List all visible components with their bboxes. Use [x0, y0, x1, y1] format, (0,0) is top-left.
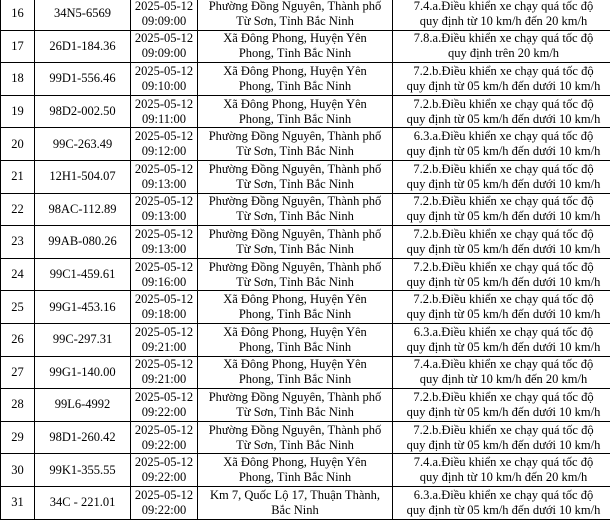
violation-line-2: quy định trên 20 km/h [447, 46, 560, 61]
table-body [1, 0, 610, 519]
table-row [1, 291, 610, 324]
violation-description [393, 356, 610, 389]
table-row [1, 63, 610, 96]
violation-line-1: 6.3.a.Điều khiển xe chạy quá tốc độ [413, 487, 594, 502]
violation-date: 2025-05-12 [134, 129, 194, 144]
violation-line-2: quy định từ 05 km/h đến dưới 10 km/h [406, 274, 601, 289]
violation-line-2: quy định từ 10 km/h đến 20 km/h [419, 372, 588, 387]
location-line-2: Phong, Tỉnh Bắc Ninh [238, 470, 352, 485]
location-line-1: Phường Đồng Nguyên, Thành phố [208, 422, 382, 437]
license-plate: 99G1-140.00 [35, 356, 131, 389]
violation-description [393, 30, 610, 63]
violation-location [198, 389, 393, 422]
violation-line-1: 7.2.b.Điều khiển xe chạy quá tốc độ [413, 194, 594, 209]
location-line-1: Xã Đông Phong, Huyện Yên [223, 63, 367, 78]
row-number: 25 [1, 291, 35, 324]
row-number: 26 [1, 323, 35, 356]
location-line-1: Phường Đồng Nguyên, Thành phố [208, 194, 382, 209]
table-row [1, 226, 610, 259]
violation-line-2: quy định từ 05 km/h đến dưới 10 km/h [406, 437, 601, 452]
violation-location [198, 291, 393, 324]
violation-date: 2025-05-12 [134, 357, 194, 372]
violation-description [393, 291, 610, 324]
row-number: 16 [1, 0, 35, 30]
license-plate: 99AB-080.26 [35, 226, 131, 259]
violation-time [131, 356, 198, 389]
row-number: 23 [1, 226, 35, 259]
violation-description [393, 160, 610, 193]
violation-location [198, 486, 393, 519]
row-number: 27 [1, 356, 35, 389]
violation-clock: 09:11:00 [142, 111, 186, 126]
violation-location [198, 226, 393, 259]
violation-clock: 09:21:00 [141, 339, 187, 354]
violation-time [131, 160, 198, 193]
license-plate: 98D1-260.42 [35, 421, 131, 454]
violation-description [393, 389, 610, 422]
violation-location [198, 63, 393, 96]
violation-line-2: quy định từ 05 km/h đến dưới 10 km/h [406, 404, 601, 419]
violation-description [393, 454, 610, 487]
violation-clock: 09:13:00 [141, 176, 187, 191]
table-row [1, 486, 610, 519]
license-plate: 12H1-504.07 [35, 160, 131, 193]
row-number: 29 [1, 421, 35, 454]
license-plate: 34N5-6569 [35, 0, 131, 30]
table-row [1, 323, 610, 356]
violation-line-2: quy định từ 05 km/h đến dưới 10 km/h [406, 78, 601, 93]
violation-clock: 09:10:00 [141, 78, 187, 93]
violation-date: 2025-05-12 [134, 31, 194, 46]
violation-date: 2025-05-12 [134, 259, 194, 274]
table-row [1, 0, 610, 30]
violation-clock: 09:22:00 [141, 437, 187, 452]
location-line-1: Phường Đồng Nguyên, Thành phố [208, 259, 382, 274]
violation-line-1: 7.2.b.Điều khiển xe chạy quá tốc độ [413, 259, 594, 274]
license-plate: 26D1-184.36 [35, 30, 131, 63]
table-row [1, 128, 610, 161]
violation-date: 2025-05-12 [134, 455, 194, 470]
violation-time [131, 454, 198, 487]
violation-clock: 09:13:00 [141, 241, 187, 256]
violation-line-2: quy định từ 05 km/h đến dưới 10 km/h [406, 111, 601, 126]
violation-date: 2025-05-12 [134, 422, 194, 437]
row-number: 21 [1, 160, 35, 193]
violation-date: 2025-05-12 [134, 324, 194, 339]
violation-description [393, 95, 610, 128]
violation-clock: 09:22:00 [141, 404, 187, 419]
violation-description [393, 193, 610, 226]
license-plate: 99C1-459.61 [35, 258, 131, 291]
violation-clock: 09:13:00 [141, 209, 187, 224]
violation-line-2: quy định từ 05 km/h đến dưới 10 km/h [406, 307, 601, 322]
violation-location [198, 356, 393, 389]
location-line-2: Từ Sơn, Tỉnh Bắc Ninh [236, 241, 354, 256]
violation-location [198, 421, 393, 454]
location-line-2: Bắc Ninh [271, 502, 319, 517]
violation-line-2: quy định từ 10 km/h đến 20 km/h [419, 13, 588, 28]
violation-time [131, 128, 198, 161]
location-line-2: Phong, Tỉnh Bắc Ninh [238, 111, 352, 126]
violation-line-1: 7.8.a.Điều khiển xe chạy quá tốc độ [413, 31, 594, 46]
license-plate: 99D1-556.46 [35, 63, 131, 96]
row-number: 31 [1, 486, 35, 519]
violation-time [131, 226, 198, 259]
license-plate: 98D2-002.50 [35, 95, 131, 128]
violation-line-2: quy định từ 05 km/h đến dưới 10 km/h [406, 241, 601, 256]
location-line-1: Phường Đồng Nguyên, Thành phố [208, 161, 382, 176]
violation-line-1: 6.3.a.Điều khiển xe chạy quá tốc độ [413, 129, 594, 144]
violation-line-2: quy định từ 10 km/h đến 20 km/h [419, 470, 588, 485]
violation-time [131, 193, 198, 226]
license-plate: 98AC-112.89 [35, 193, 131, 226]
violation-time [131, 421, 198, 454]
location-line-1: Xã Đông Phong, Huyện Yên [223, 292, 367, 307]
violation-time [131, 0, 198, 30]
violation-description [393, 486, 610, 519]
violation-date: 2025-05-12 [134, 0, 194, 13]
violation-date: 2025-05-12 [134, 389, 194, 404]
violation-description [393, 323, 610, 356]
location-line-1: Xã Đông Phong, Huyện Yên [223, 455, 367, 470]
violation-location [198, 323, 393, 356]
location-line-2: Phong, Tỉnh Bắc Ninh [238, 339, 352, 354]
violation-line-2: quy định từ 05 km/h đến dưới 10 km/h [406, 502, 601, 517]
violation-clock: 09:22:00 [141, 470, 187, 485]
location-line-2: Từ Sơn, Tỉnh Bắc Ninh [236, 13, 354, 28]
violation-time [131, 486, 198, 519]
violation-line-2: quy định từ 05 km/h đến dưới 10 km/h [406, 209, 601, 224]
table-row [1, 258, 610, 291]
license-plate: 34C - 221.01 [35, 486, 131, 519]
violation-location [198, 95, 393, 128]
location-line-1: Phường Đồng Nguyên, Thành phố [208, 226, 382, 241]
violation-time [131, 63, 198, 96]
location-line-1: Km 7, Quốc Lộ 17, Thuận Thành, [209, 487, 380, 502]
license-plate: 99K1-355.55 [35, 454, 131, 487]
row-number: 19 [1, 95, 35, 128]
violation-location [198, 0, 393, 30]
violation-date: 2025-05-12 [134, 161, 194, 176]
violation-description [393, 226, 610, 259]
violation-clock: 09:09:00 [141, 46, 187, 61]
table-row [1, 454, 610, 487]
license-plate: 99C-263.49 [35, 128, 131, 161]
violation-location [198, 454, 393, 487]
violation-line-1: 7.4.a.Điều khiển xe chạy quá tốc độ [413, 0, 594, 13]
location-line-2: Phong, Tỉnh Bắc Ninh [238, 372, 352, 387]
violation-description [393, 421, 610, 454]
table-row [1, 160, 610, 193]
violation-time [131, 30, 198, 63]
row-number: 30 [1, 454, 35, 487]
violation-location [198, 193, 393, 226]
violation-description [393, 128, 610, 161]
violation-line-2: quy định từ 05 km/h đến dưới 10 km/h [406, 176, 601, 191]
violation-date: 2025-05-12 [134, 292, 194, 307]
violation-date: 2025-05-12 [134, 63, 194, 78]
table-row [1, 30, 610, 63]
location-line-2: Từ Sơn, Tỉnh Bắc Ninh [236, 274, 354, 289]
violation-line-1: 7.2.b.Điều khiển xe chạy quá tốc độ [413, 63, 594, 78]
location-line-2: Từ Sơn, Tỉnh Bắc Ninh [236, 404, 354, 419]
row-number: 24 [1, 258, 35, 291]
location-line-2: Phong, Tỉnh Bắc Ninh [238, 46, 352, 61]
location-line-1: Xã Đông Phong, Huyện Yên [223, 357, 367, 372]
violation-line-1: 7.2.b.Điều khiển xe chạy quá tốc độ [413, 226, 594, 241]
violation-clock: 09:22:00 [141, 502, 187, 517]
location-line-1: Phường Đồng Nguyên, Thành phố [208, 129, 382, 144]
table-row [1, 356, 610, 389]
row-number: 20 [1, 128, 35, 161]
violation-description [393, 258, 610, 291]
violation-time [131, 95, 198, 128]
violation-date: 2025-05-12 [134, 226, 194, 241]
violation-line-1: 6.3.a.Điều khiển xe chạy quá tốc độ [413, 324, 594, 339]
location-line-1: Phường Đồng Nguyên, Thành phố [208, 389, 382, 404]
violation-line-1: 7.2.b.Điều khiển xe chạy quá tốc độ [413, 422, 594, 437]
location-line-1: Xã Đông Phong, Huyện Yên [223, 324, 367, 339]
violation-clock: 09:12:00 [141, 144, 187, 159]
violation-location [198, 128, 393, 161]
violation-time [131, 389, 198, 422]
location-line-2: Phong, Tỉnh Bắc Ninh [238, 307, 352, 322]
location-line-2: Phong, Tỉnh Bắc Ninh [238, 78, 352, 93]
violation-line-1: 7.2.b.Điều khiển xe chạy quá tốc độ [413, 161, 594, 176]
violation-line-2: quy định từ 05 km/h đến dưới 10 km/h [406, 339, 601, 354]
violation-line-1: 7.2.b.Điều khiển xe chạy quá tốc độ [413, 292, 594, 307]
row-number: 18 [1, 63, 35, 96]
license-plate: 99G1-453.16 [35, 291, 131, 324]
violation-location [198, 160, 393, 193]
violation-description [393, 63, 610, 96]
table-row [1, 193, 610, 226]
location-line-1: Xã Đông Phong, Huyện Yên [223, 96, 367, 111]
location-line-1: Phường Đồng Nguyên, Thành phố [208, 0, 382, 13]
violation-clock: 09:18:00 [141, 307, 187, 322]
location-line-2: Từ Sơn, Tỉnh Bắc Ninh [236, 437, 354, 452]
table-row [1, 389, 610, 422]
violation-location [198, 258, 393, 291]
violation-date: 2025-05-12 [134, 96, 194, 111]
violation-clock: 09:21:00 [141, 372, 187, 387]
violation-line-1: 7.4.a.Điều khiển xe chạy quá tốc độ [413, 455, 594, 470]
row-number: 22 [1, 193, 35, 226]
row-number: 17 [1, 30, 35, 63]
license-plate: 99C-297.31 [35, 323, 131, 356]
violation-line-1: 7.2.b.Điều khiển xe chạy quá tốc độ [413, 96, 594, 111]
license-plate: 99L6-4992 [35, 389, 131, 422]
row-number: 28 [1, 389, 35, 422]
violation-clock: 09:09:00 [141, 13, 187, 28]
violation-time [131, 323, 198, 356]
table-row [1, 421, 610, 454]
location-line-2: Từ Sơn, Tỉnh Bắc Ninh [236, 144, 354, 159]
violation-time [131, 291, 198, 324]
location-line-2: Từ Sơn, Tỉnh Bắc Ninh [236, 209, 354, 224]
violation-date: 2025-05-12 [134, 487, 194, 502]
violation-line-2: quy định từ 05 km/h đến dưới 10 km/h [406, 144, 601, 159]
location-line-2: Từ Sơn, Tỉnh Bắc Ninh [236, 176, 354, 191]
violation-time [131, 258, 198, 291]
violation-date: 2025-05-12 [134, 194, 194, 209]
violation-clock: 09:16:00 [141, 274, 187, 289]
violation-line-1: 7.4.a.Điều khiển xe chạy quá tốc độ [413, 357, 594, 372]
location-line-1: Xã Đông Phong, Huyện Yên [223, 31, 367, 46]
violation-description [393, 0, 610, 30]
violation-line-1: 7.2.b.Điều khiển xe chạy quá tốc độ [413, 389, 594, 404]
violation-location [198, 30, 393, 63]
table-row [1, 95, 610, 128]
